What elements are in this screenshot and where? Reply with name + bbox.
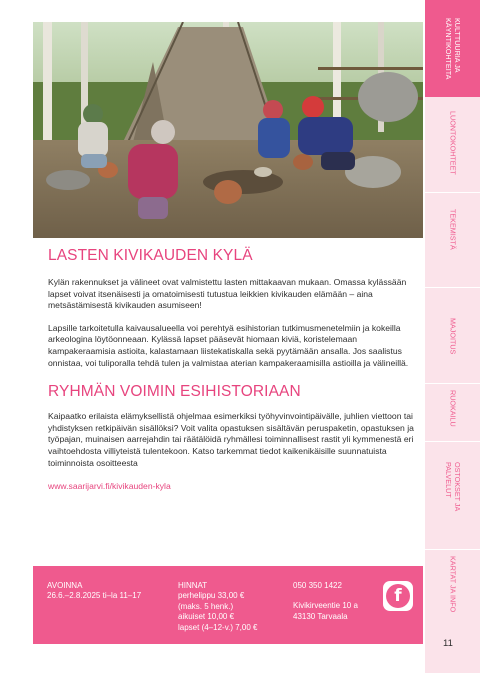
tab-maps-info[interactable] (425, 550, 480, 630)
paragraph-intro: Kylän rakennukset ja välineet ovat valmistettu lasten mittakaavan mukaan. Omassa kylässään lapset voivat itsenäisesti ja omatoimisesti tutustua leikkien kivikauden elämään – aina metsästämisestä kivikauden asumiseen! (48, 277, 407, 311)
paragraph-excavation: Lapsille tarkoitetulla kaivausalueella voi perehtyä esihistorian tutkimusmenetelmiin ja kokeilla arkeologina löytöonneaan. Kylässä lapset pääsevät hiomaan kiviä, koristelemaan kampakeraamisia astioita, kalastamaan liistekatiskalla sekä pyytämään ansalla. Jos saalistus onnistaa, voi tuliporalla tehdä tulen ja valmistaa aterian kampakeraamisilla astioilla ja välineillä. (48, 322, 409, 368)
tab-label: KULTTUURIA JA KÄYNTIKOHTEITA (443, 18, 462, 80)
tab-accommodation[interactable] (425, 288, 480, 384)
prices-title: HINNAT (178, 581, 208, 590)
heading-stone-age-village: LASTEN KIVIKAUDEN KYLÄ (48, 247, 253, 264)
price-line: lapset (4–12-v.) 7,00 € (178, 622, 258, 632)
info-box (33, 566, 423, 644)
price-line: perhelippu 33,00 € (178, 591, 245, 601)
tab-culture-sights[interactable] (425, 0, 480, 97)
price-line: aikuiset 10,00 € (178, 612, 235, 622)
opening-hours (47, 581, 141, 602)
article-body (48, 246, 422, 492)
phone-number: 050 350 1422 (293, 581, 342, 590)
price-line: (maks. 5 henk.) (178, 601, 234, 611)
tab-label: RUOKAILU (448, 390, 457, 427)
contact (293, 581, 358, 622)
website-link[interactable]: www.saarijarvi.fi/kivikauden-kyla (48, 481, 171, 492)
address-line: 43130 Tarvaala (293, 611, 348, 621)
facebook-glyph: f (386, 584, 410, 608)
tab-label: TEKEMISTÄ (448, 209, 457, 250)
section-sidebar (425, 0, 480, 673)
tab-label: OSTOKSET JA PALVELUT (443, 462, 462, 512)
tab-shopping-services[interactable] (425, 442, 480, 550)
opening-hours-text: 26.6.–2.8.2025 ti–la 11–17 (47, 591, 142, 601)
address-line: Kivikirveentie 10 a (293, 601, 358, 611)
tab-label: LUONTOKOHTEET (448, 111, 457, 175)
page-number: 11 (443, 638, 453, 649)
tab-label: KARTAT JA INFO (448, 556, 457, 613)
heading-group-prehistory: RYHMÄN VOIMIN ESIHISTORIAAN (48, 383, 301, 401)
tab-label: MAJOITUS (448, 318, 457, 355)
prices (178, 581, 257, 633)
tab-dining[interactable] (425, 384, 480, 442)
opening-hours-title: AVOINNA (47, 581, 83, 590)
tab-nature-sites[interactable] (425, 97, 480, 193)
facebook-icon[interactable] (383, 581, 413, 611)
children-stone-age-village-photo (33, 22, 423, 238)
tab-activities[interactable] (425, 193, 480, 288)
paragraph-group-program: Kaipaatko erilaista elämyksellistä ohjelmaa esimerkiksi työhyvinvointipäivälle, juhlien viettoon tai yhdistyksen retkipäivän sisällöksi? Voit valita opastuksen sisältävän peruspaketin, opastuksen ja työpajan, muinaisen aarrejahdin tai räätälöidä ryhmällesi toiminnallisest rastit yli kymmenestä eri vaihtoehdosta villiyteistä tulentekoon. Katso tarkemmat tiedot kaikenikäisille suunnatuista toiminnoista osoitteesta (48, 411, 414, 468)
